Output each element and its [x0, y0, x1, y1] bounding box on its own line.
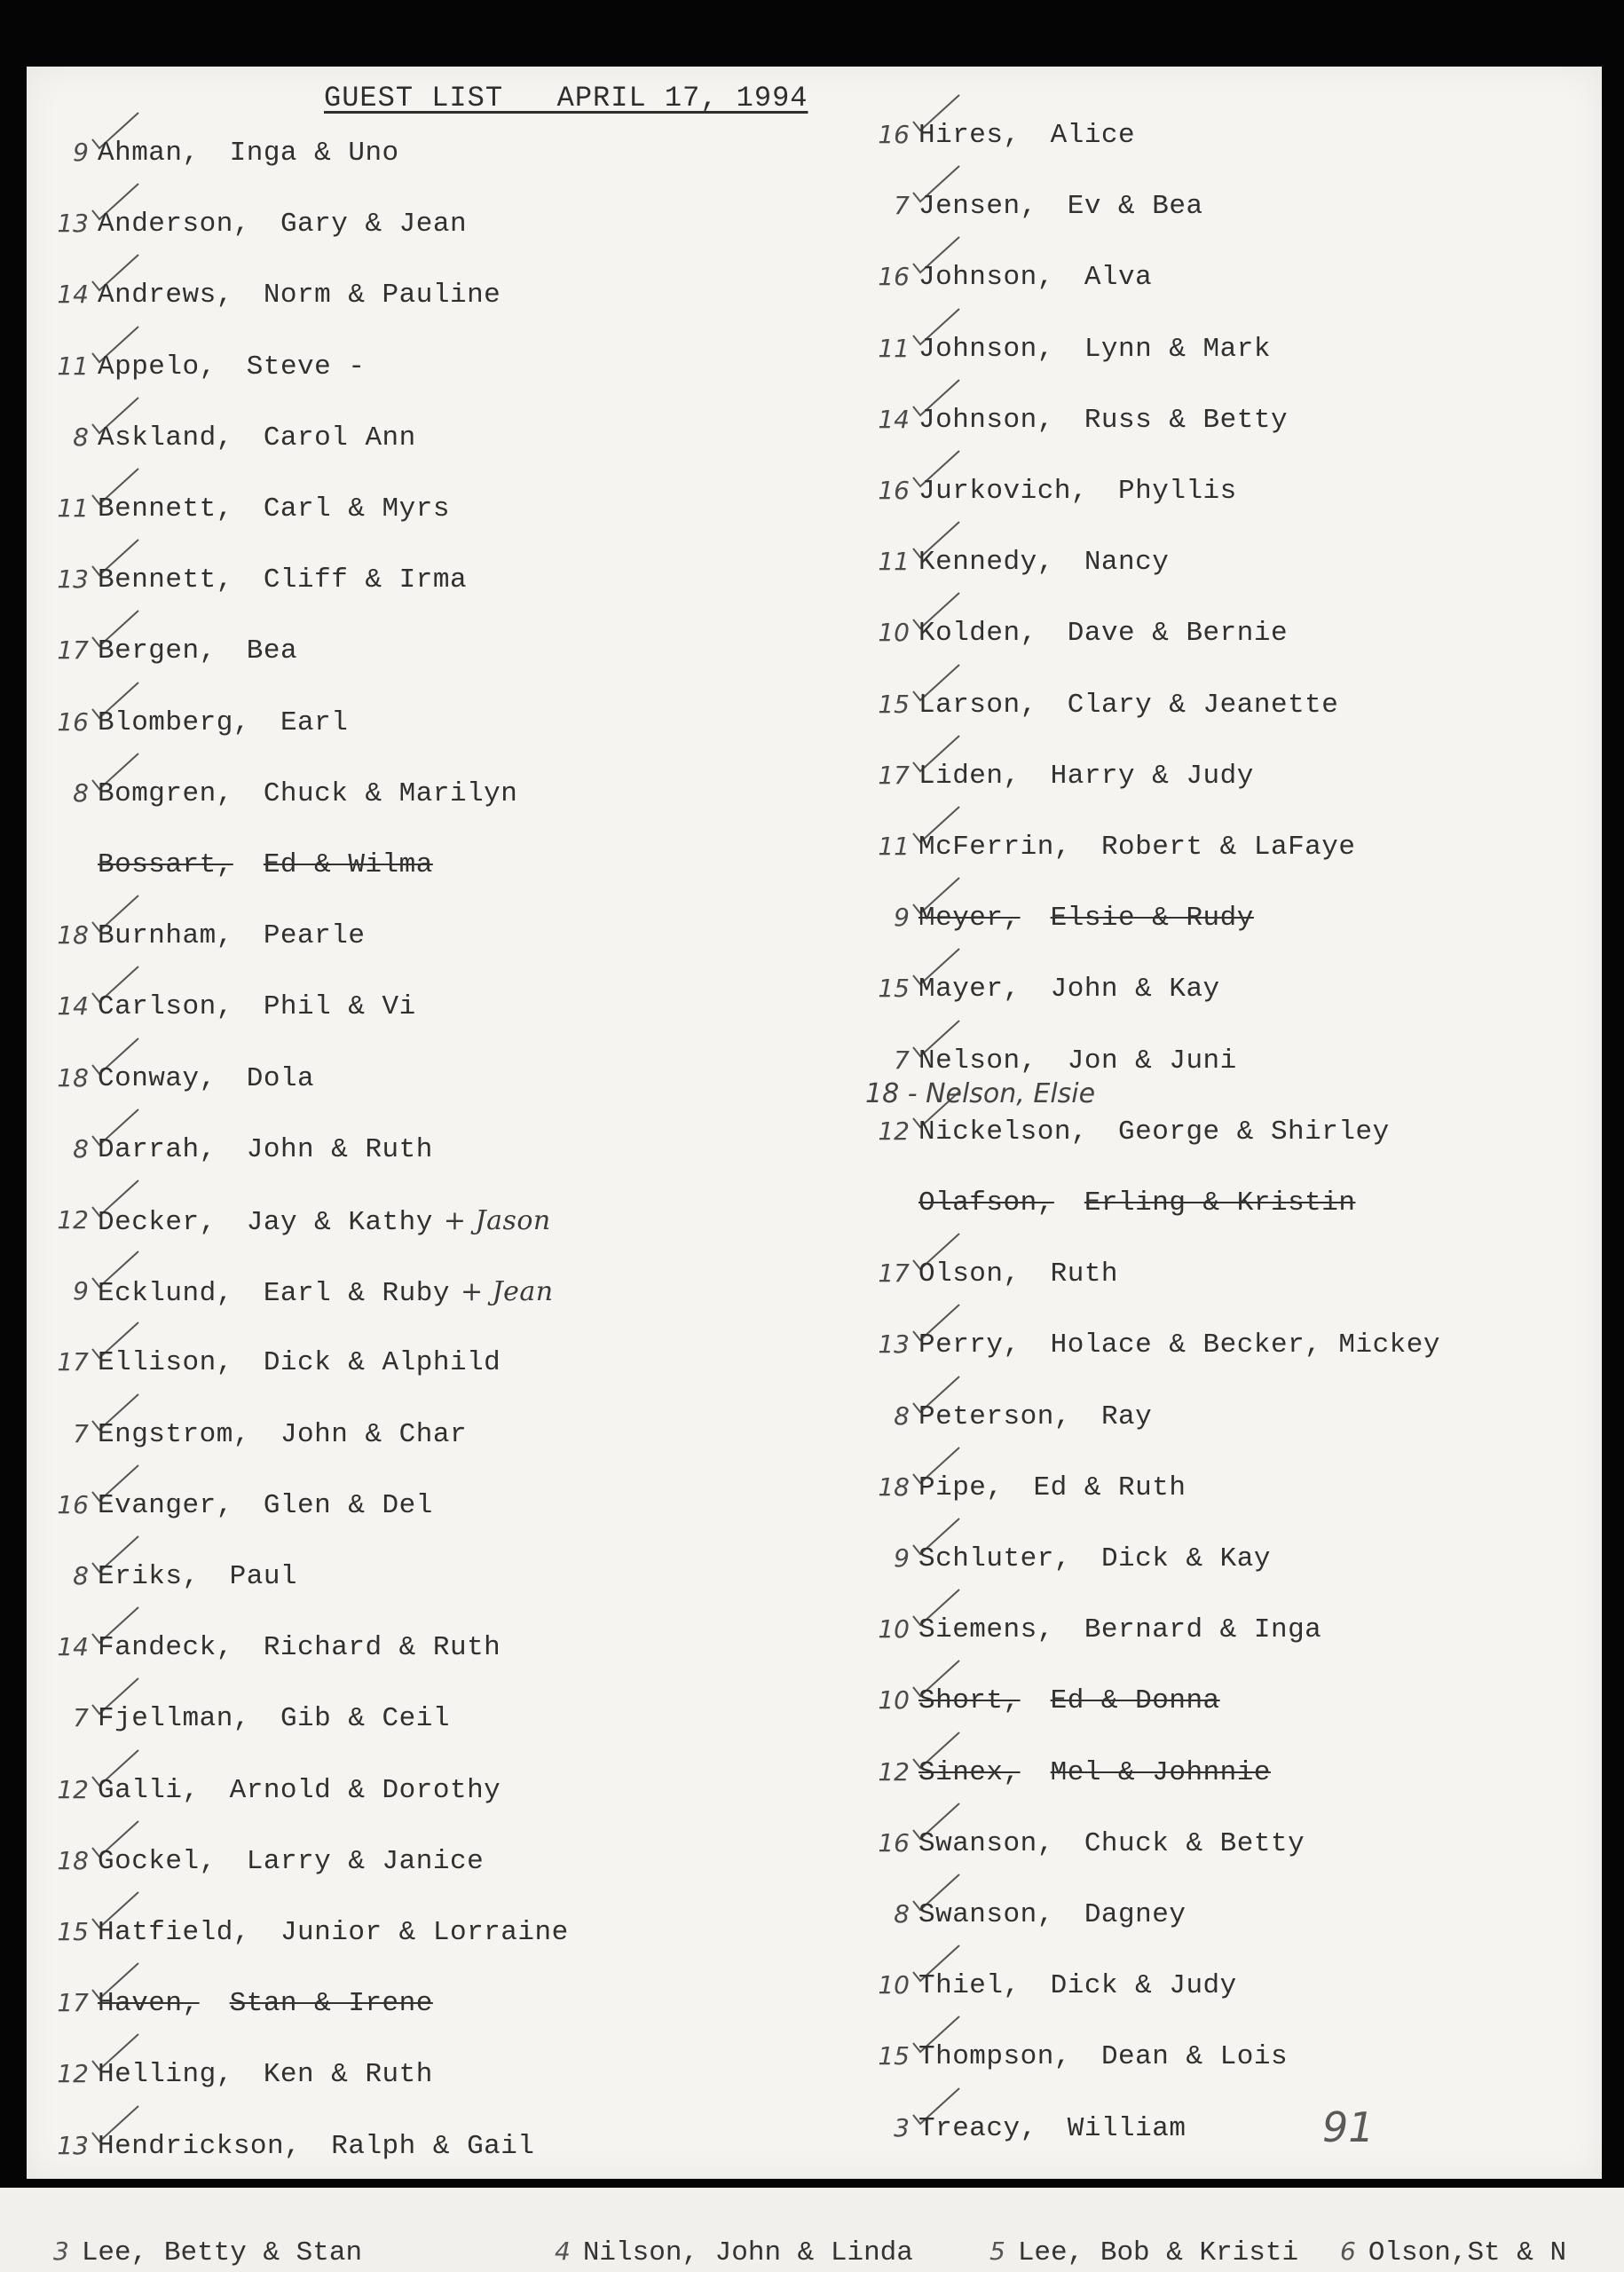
guest-name [98, 422, 416, 454]
table-number: 8 [73, 1133, 89, 1164]
guest-name [918, 1187, 1355, 1219]
table-number: 8 [894, 1400, 910, 1431]
table-number: 10 [878, 618, 910, 648]
table-number: 15 [878, 2041, 910, 2071]
table-number: 11 [878, 832, 910, 861]
table-number: 16 [57, 1489, 89, 1519]
guest-name [918, 1828, 1305, 1859]
table-number: 9 [73, 1276, 89, 1306]
first-names: Inga & Uno [229, 138, 399, 169]
table-number: 8 [73, 422, 89, 452]
last-name: Treacy, [918, 2112, 1037, 2144]
guest-name [98, 280, 501, 311]
guest-name [98, 1988, 433, 2019]
table-number: 13 [57, 564, 89, 595]
last-name: Helling, [98, 2059, 233, 2091]
table-number: 8 [73, 1561, 89, 1590]
last-name: Anderson, [98, 209, 250, 241]
first-names: Phyllis [1118, 476, 1237, 507]
table-number: 10 [878, 1970, 910, 2000]
guest-name: Lee, Betty & Stan [81, 2237, 363, 2268]
last-name: Engstrom, [98, 1418, 250, 1450]
last-name: Conway, [98, 1062, 217, 1094]
last-name: Kennedy, [918, 547, 1054, 579]
table-number: 17 [878, 760, 910, 790]
last-name: Siemens, [918, 1614, 1054, 1646]
guest-name [98, 991, 416, 1022]
guest-name [918, 1045, 1237, 1077]
first-names: Erling & Kristin [1084, 1187, 1356, 1219]
guest-name [918, 2113, 1186, 2144]
guest-name [98, 635, 297, 667]
last-name: Galli, [98, 1774, 200, 1806]
table-number: 11 [57, 351, 89, 381]
table-number: 16 [878, 1827, 910, 1858]
last-name: Thiel, [918, 1970, 1021, 2002]
table-number: 12 [878, 1756, 910, 1787]
guest-name [918, 832, 1355, 863]
guest-name [98, 778, 517, 809]
guest-name [98, 1063, 314, 1094]
last-name: Thompson, [918, 2041, 1071, 2073]
first-names: Norm & Pauline [263, 280, 501, 312]
first-names: John & Kay [1050, 974, 1220, 1006]
guest-name [918, 1614, 1321, 1645]
guest-name [98, 1419, 467, 1450]
bottom-entry [989, 2236, 1298, 2268]
first-names: Chuck & Marilyn [263, 777, 518, 809]
table-number: 3 [53, 2236, 69, 2266]
guest-name [98, 1846, 484, 1877]
table-number: 8 [894, 1899, 910, 1929]
last-name: Bergen, [98, 635, 217, 667]
first-names: Gib & Ceil [280, 1703, 450, 1735]
last-name: Bennett, [98, 564, 233, 596]
first-names: Steve - [246, 351, 366, 383]
last-name: Johnson, [918, 262, 1054, 294]
last-name: Jurkovich, [918, 476, 1089, 507]
last-name: Short, [918, 1685, 1021, 1717]
last-name: Askland, [98, 422, 233, 454]
first-names: Ralph & Gail [331, 2130, 535, 2162]
table-number: 16 [57, 706, 89, 737]
last-name: Perry, [918, 1329, 1021, 1361]
last-name: Appelo, [98, 351, 217, 383]
first-names: Carl & Myrs [263, 493, 450, 525]
last-name: Johnson, [918, 333, 1054, 365]
guest-name [918, 334, 1271, 365]
table-number: 17 [57, 1988, 89, 2018]
table-number: 16 [878, 262, 910, 292]
first-names: Glen & Del [263, 1489, 433, 1521]
first-names: Gary & Jean [280, 209, 468, 241]
first-names: Ed & Ruth [1033, 1471, 1186, 1503]
guest-name [918, 120, 1135, 151]
guest-name [98, 849, 433, 880]
guest-name: Nilson, John & Linda [582, 2237, 913, 2268]
first-names: Dick & Alphild [263, 1347, 501, 1379]
first-names: Dick & Judy [1050, 1970, 1237, 2002]
guest-name [918, 1970, 1237, 2001]
guest-name [98, 493, 450, 525]
last-name: Schluter, [918, 1543, 1071, 1574]
guest-name [918, 405, 1288, 436]
first-names: Jay & Kathy [246, 1207, 433, 1238]
last-name: Olafson, [918, 1187, 1054, 1219]
guest-name [98, 564, 467, 596]
first-names: Carol Ann [263, 422, 416, 454]
last-name: Kolden, [918, 618, 1037, 650]
first-names: George & Shirley [1118, 1116, 1390, 1148]
last-name: Larson, [918, 689, 1037, 721]
total-count: 91 [1322, 2103, 1375, 2151]
guest-name [98, 138, 399, 169]
last-name: Pipe, [918, 1471, 1004, 1503]
last-name: Andrews, [98, 280, 233, 312]
first-names: John & Char [280, 1418, 468, 1450]
last-name: Fandeck, [98, 1632, 233, 1664]
last-name: Meyer, [918, 903, 1021, 935]
first-names: Clary & Jeanette [1067, 689, 1339, 721]
table-number: 13 [57, 209, 89, 239]
last-name: Jensen, [918, 191, 1037, 223]
table-number: 12 [57, 1774, 89, 1804]
first-names: Ruth [1050, 1258, 1119, 1290]
first-names: Phil & Vi [263, 991, 416, 1023]
handwritten-note: + Jason [443, 1205, 551, 1236]
first-names: Cliff & Irma [263, 564, 468, 596]
table-number: 7 [894, 191, 910, 221]
table-number: 9 [894, 1543, 910, 1573]
last-name: Nickelson, [918, 1116, 1089, 1148]
first-names: Ed & Wilma [263, 849, 433, 880]
first-names: Bernard & Inga [1084, 1614, 1322, 1646]
table-number: 12 [57, 1205, 89, 1235]
last-name: Bossart, [98, 849, 233, 880]
last-name: Ahman, [98, 138, 200, 169]
table-number: 6 [1340, 2236, 1356, 2266]
first-names: Dave & Bernie [1067, 618, 1289, 650]
last-name: Evanger, [98, 1489, 233, 1521]
first-names: Russ & Betty [1084, 404, 1289, 436]
first-names: Ray [1100, 1400, 1153, 1432]
last-name: Hatfield, [98, 1917, 250, 1948]
first-names: Jon & Juni [1067, 1045, 1237, 1077]
last-name: Gockel, [98, 1845, 217, 1877]
guest-name [98, 1917, 569, 1948]
first-names: Alice [1050, 120, 1136, 151]
bottom-entry [555, 2236, 913, 2268]
table-number: 12 [57, 2059, 89, 2089]
guest-name [98, 1134, 433, 1165]
first-names: Dean & Lois [1100, 2041, 1289, 2073]
table-number: 16 [878, 476, 910, 505]
last-name: Hendrickson, [98, 2130, 302, 2162]
last-name: Bomgren, [98, 777, 233, 809]
guest-name [918, 1899, 1186, 1930]
first-names: Earl [280, 706, 349, 738]
table-number: 14 [878, 404, 910, 434]
table-number: 13 [57, 2130, 89, 2160]
last-name: Nelson, [918, 1045, 1037, 1077]
guest-name [918, 690, 1338, 721]
guest-name [98, 1703, 450, 1734]
first-names: Dick & Kay [1100, 1543, 1271, 1574]
table-number: 14 [57, 1632, 89, 1662]
table-number: 18 [57, 1062, 89, 1093]
last-name: Olson, [918, 1258, 1021, 1290]
table-number: 13 [878, 1329, 910, 1360]
last-name: Fjellman, [98, 1703, 250, 1735]
table-number: 7 [894, 1045, 910, 1075]
guest-name [918, 1258, 1118, 1290]
guest-name [98, 209, 467, 240]
guest-name [98, 351, 365, 383]
table-number: 3 [894, 2112, 910, 2142]
page-title: GUEST LIST APRIL 17, 1994 [324, 82, 808, 114]
guest-name [918, 1685, 1220, 1716]
guest-name [918, 262, 1152, 293]
guest-name [918, 1472, 1186, 1503]
table-number: 18 [57, 920, 89, 951]
guest-name [918, 761, 1254, 792]
table-number: 8 [73, 777, 89, 808]
guest-name [918, 618, 1288, 649]
first-names: John & Ruth [246, 1133, 433, 1165]
first-names: Elsie & Rudy [1050, 903, 1254, 935]
first-names: Stan & Irene [229, 1988, 433, 2020]
first-names: Robert & LaFaye [1100, 832, 1356, 863]
guest-name: Olson,St & N [1368, 2237, 1567, 2268]
table-number: 17 [57, 635, 89, 666]
last-name: Swanson, [918, 1899, 1054, 1930]
guest-name [98, 1205, 551, 1238]
last-name: Ecklund, [98, 1278, 233, 1310]
table-number: 14 [57, 280, 89, 310]
last-name: Mayer, [918, 974, 1021, 1006]
first-names: Pearle [263, 920, 366, 952]
table-number: 17 [878, 1258, 910, 1289]
last-name: Johnson, [918, 404, 1054, 436]
table-number: 7 [73, 1418, 89, 1448]
table-number: 11 [57, 493, 89, 523]
last-name: Haven, [98, 1988, 200, 2020]
table-number: 16 [878, 120, 910, 149]
first-names: Junior & Lorraine [280, 1917, 569, 1948]
guest-name [98, 2059, 433, 2090]
first-names: Ed & Donna [1050, 1685, 1220, 1717]
guest-name [98, 707, 348, 738]
last-name: Peterson, [918, 1400, 1071, 1432]
last-name: Decker, [98, 1207, 217, 1238]
first-names: Arnold & Dorothy [229, 1774, 501, 1806]
guest-name [918, 547, 1169, 578]
last-name: Sinex, [918, 1756, 1021, 1788]
table-number: 15 [878, 974, 910, 1004]
bottom-entry [53, 2236, 362, 2268]
table-number: 15 [878, 689, 910, 719]
table-number: 11 [878, 547, 910, 577]
guest-name [98, 1561, 297, 1592]
bottom-entry [1340, 2236, 1566, 2268]
first-names: Earl & Ruby [263, 1278, 450, 1310]
table-number: 18 [878, 1471, 910, 1502]
table-number: 5 [989, 2236, 1005, 2266]
first-names: Paul [229, 1561, 298, 1592]
guest-name [98, 920, 365, 951]
last-name: Hires, [918, 120, 1021, 151]
last-name: Eriks, [98, 1561, 200, 1592]
guest-name [98, 1276, 554, 1309]
guest-name [918, 476, 1237, 507]
last-name: Darrah, [98, 1133, 217, 1165]
last-name: Liden, [918, 760, 1021, 792]
first-names: Bea [246, 635, 298, 667]
last-name: Blomberg, [98, 706, 250, 738]
handwritten-note: + Jean [460, 1276, 554, 1308]
table-number: 15 [57, 1917, 89, 1946]
guest-name [918, 1543, 1271, 1574]
first-names: Nancy [1084, 547, 1170, 579]
guest-name [918, 903, 1254, 934]
first-names: Dola [246, 1062, 315, 1094]
first-names: Harry & Judy [1050, 760, 1254, 792]
table-number: 14 [57, 991, 89, 1022]
first-names: Larry & Janice [246, 1845, 485, 1877]
first-names: Ken & Ruth [263, 2059, 433, 2091]
table-number: 9 [73, 138, 89, 167]
table-number: 7 [73, 1703, 89, 1733]
last-name: Ellison, [98, 1347, 233, 1379]
first-names: Lynn & Mark [1084, 333, 1271, 365]
first-names: Chuck & Betty [1084, 1827, 1305, 1859]
last-name: Burnham, [98, 920, 233, 952]
handwritten-insert: 18 - Nelson, Elsie [865, 1078, 1096, 1109]
table-number: 9 [894, 903, 910, 933]
table-number: 10 [878, 1614, 910, 1645]
last-name: Carlson, [98, 991, 233, 1023]
guest-name [918, 1116, 1390, 1148]
first-names: William [1067, 2112, 1186, 2144]
table-number: 11 [878, 333, 910, 363]
guest-name [98, 1775, 501, 1806]
guest-name [98, 1490, 433, 1521]
guest-name [98, 1347, 501, 1378]
guest-name [918, 1757, 1271, 1788]
guest-name [918, 1401, 1152, 1432]
last-name: McFerrin, [918, 832, 1071, 863]
first-names: Dagney [1084, 1899, 1186, 1930]
table-number: 17 [57, 1347, 89, 1377]
guest-name [918, 974, 1220, 1005]
last-name: Swanson, [918, 1827, 1054, 1859]
table-number: 4 [555, 2236, 571, 2266]
first-names: Richard & Ruth [263, 1632, 501, 1664]
first-names: Mel & Johnnie [1050, 1756, 1271, 1788]
table-number: 10 [878, 1685, 910, 1716]
first-names: Alva [1084, 262, 1153, 294]
guest-name: Lee, Bob & Kristi [1017, 2237, 1299, 2268]
last-name: Bennett, [98, 493, 233, 525]
table-number: 12 [878, 1116, 910, 1146]
table-number: 18 [57, 1845, 89, 1875]
guest-name [918, 2041, 1288, 2072]
guest-name [98, 2131, 535, 2162]
first-names: Ev & Bea [1067, 191, 1203, 223]
guest-name [918, 1329, 1440, 1361]
first-names: Holace & Becker, Mickey [1050, 1329, 1440, 1361]
guest-name [98, 1632, 501, 1663]
guest-name [918, 191, 1203, 222]
